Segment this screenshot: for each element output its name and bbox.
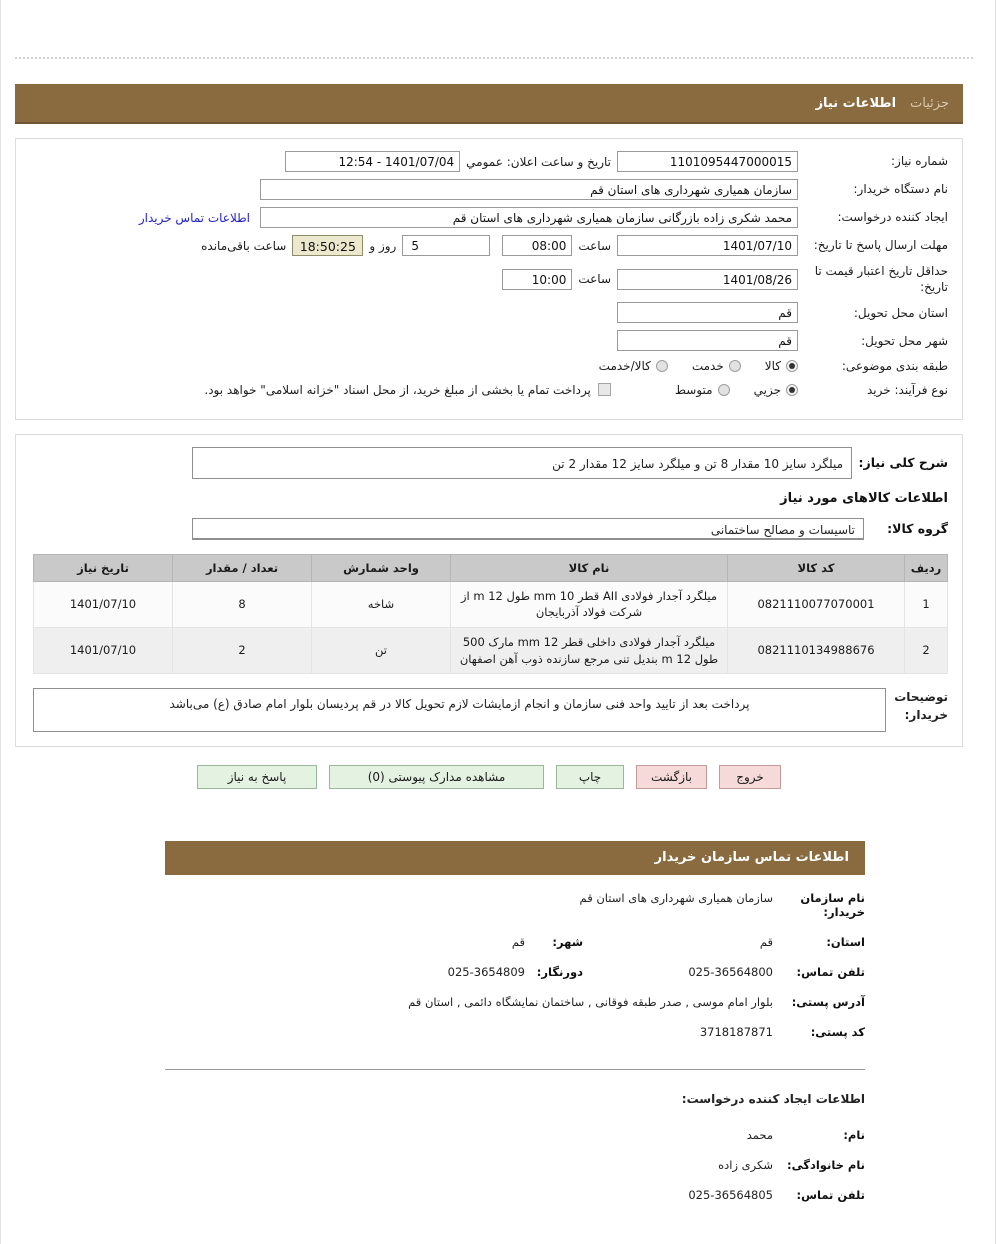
- category-option-goods-service[interactable]: [599, 359, 668, 373]
- category-row: [30, 358, 948, 374]
- deadline-time-field: 08:00: [502, 235, 572, 256]
- province-label: استان محل تحویل:: [853, 305, 948, 320]
- buyer-postal-label: کد پستی:: [810, 1025, 865, 1040]
- cell-need-date: 1401/07/10: [34, 628, 173, 674]
- deadline-label: مهلت ارسال پاسخ تا تاریخ:: [813, 238, 948, 253]
- cell-item-name: میلگرد آجدار فولادی داخلی قطر 12 mm مارک 500 طول 12 m بندیل تنی مرجع سازنده ذوب آهن اصفهان: [451, 628, 728, 674]
- cell-item-name: میلگرد آجدار فولادی AII قطر 10 mm طول 12 m از شرکت فولاد آذربایجان: [451, 581, 728, 627]
- creator-first-name-row: [131, 1128, 865, 1142]
- group-row: [30, 518, 948, 540]
- creator-label: ایجاد کننده درخواست:: [837, 210, 948, 225]
- deadline-date-field: 1401/07/10: [617, 235, 798, 256]
- need-number-row: [30, 151, 948, 172]
- category-option-service[interactable]: [692, 359, 741, 373]
- cell-item-code: 0821110134988676: [728, 628, 905, 674]
- validity-label: حداقل تاریخ اعتبار قیمت تا تاریخ:: [814, 264, 948, 295]
- need-number-label: شماره نیاز:: [891, 154, 948, 169]
- category-goods-label: کالا: [764, 359, 781, 374]
- buyer-org-row: [30, 179, 948, 200]
- creator-last-name-row: [131, 1158, 865, 1172]
- buyer-notes-label: توضیحات خریدار:: [894, 690, 948, 723]
- process-minor-label: جزيي: [753, 382, 781, 397]
- buyer-contact-title: اطلاعات تماس سازمان خریدار: [165, 841, 865, 875]
- buyer-city-value: قم: [511, 935, 525, 950]
- deadline-time-label: ساعت: [578, 238, 611, 253]
- creator-phone-value: 025-36564805: [688, 1188, 773, 1203]
- announce-label: تاریخ و ساعت اعلان: عمومي: [466, 154, 611, 169]
- buyer-org-contact-row: [165, 891, 865, 919]
- category-goods-service-label: کالا/خدمت: [598, 359, 651, 374]
- cell-row-no: 2: [905, 628, 948, 674]
- category-service-label: خدمت: [691, 359, 724, 374]
- province-field: قم: [617, 302, 798, 323]
- radio-minor-icon[interactable]: [786, 384, 798, 396]
- cell-quantity: 8: [173, 581, 312, 627]
- creator-phone-row: [131, 1188, 865, 1202]
- header-row-no: ردیف: [905, 554, 948, 581]
- creator-contact-section: [131, 1092, 865, 1202]
- exit-button[interactable]: خروج: [719, 765, 781, 789]
- buyer-org-contact-value: سازمان همیاری شهرداری های استان قم: [579, 891, 773, 906]
- header-item-code: کد کالا: [728, 554, 905, 581]
- validity-date-field: 1401/08/26: [617, 269, 798, 290]
- validity-time-label: ساعت: [578, 272, 611, 287]
- radio-goods-icon[interactable]: [786, 360, 798, 372]
- top-divider: [15, 57, 973, 60]
- remaining-days-field: 5: [402, 235, 490, 256]
- buyer-contact-body: [165, 875, 865, 1039]
- countdown-label: ساعت باقی‌مانده: [201, 238, 287, 253]
- buyer-address-row: [165, 995, 865, 1009]
- header-quantity: تعداد / مقدار: [173, 554, 312, 581]
- deadline-row: [30, 235, 948, 256]
- cell-item-code: 0821110077070001: [728, 581, 905, 627]
- buyer-fax-value: 025-3654809: [447, 965, 525, 980]
- overview-field: میلگرد سایز 10 مقدار 8 تن و میلگرد سایز 12 مقدار 2 تن: [192, 447, 852, 479]
- buyer-org-field: سازمان همیاری شهرداری های استان قم: [260, 179, 798, 200]
- creator-field: محمد شکری زاده بازرگانی سازمان همیاری شهرداری های استان قم: [260, 207, 798, 228]
- buyer-province-value: قم: [759, 935, 773, 950]
- tab-list: [816, 96, 949, 111]
- cell-unit: شاخه: [312, 581, 451, 627]
- view-attachments-button[interactable]: مشاهده مدارک پیوستی (0): [329, 765, 544, 789]
- validity-time-field: 10:00: [502, 269, 572, 290]
- treasury-checkbox[interactable]: [598, 383, 611, 396]
- buyer-fax-label: دورنگار:: [536, 965, 583, 980]
- buyer-phone-label: تلفن تماس:: [796, 965, 865, 980]
- validity-row: [30, 263, 948, 295]
- goods-detail-panel: [15, 434, 963, 748]
- buyer-phone-row: [165, 965, 865, 979]
- group-label: گروه کالا:: [887, 521, 948, 537]
- cell-unit: تن: [312, 628, 451, 674]
- radio-medium-icon[interactable]: [718, 384, 730, 396]
- creator-first-name-label: نام:: [843, 1128, 865, 1143]
- buyer-address-value: بلوار امام موسی , صدر طبقه فوقانی , ساختمان نمایشگاه دائمی , استان قم: [408, 995, 773, 1010]
- buyer-province-label: استان:: [826, 935, 865, 950]
- buyer-postal-value: 3718187871: [699, 1025, 773, 1040]
- radio-service-icon[interactable]: [729, 360, 741, 372]
- buyer-contact-link[interactable]: اطلاعات تماس خریدار: [138, 210, 250, 225]
- table-row: [34, 628, 948, 674]
- need-number-field: 1101095447000015: [617, 151, 798, 172]
- buyer-org-contact-label: نام سازمان خریدار:: [800, 891, 865, 920]
- buyer-org-label: نام دستگاه خریدار:: [853, 182, 948, 197]
- header-need-date: تاریخ نیاز: [34, 554, 173, 581]
- buyer-phone-value: 025-36564800: [688, 965, 773, 980]
- buyer-province-row: [165, 935, 865, 949]
- buyer-address-label: آدرس پستی:: [791, 995, 865, 1010]
- goods-section-title: اطلاعات کالاهای مورد نیاز: [780, 490, 948, 506]
- cell-quantity: 2: [173, 628, 312, 674]
- remaining-days-label: روز و: [369, 238, 397, 253]
- goods-table: [33, 554, 948, 675]
- category-label: طبقه بندی موضوعی:: [841, 359, 948, 374]
- back-button[interactable]: بازگشت: [636, 765, 707, 789]
- bottom-spacer: [1, 1218, 995, 1244]
- cell-need-date: 1401/07/10: [34, 581, 173, 627]
- buyer-contact-section: [131, 841, 865, 1202]
- header-item-name: نام کالا: [451, 554, 728, 581]
- overview-row: [30, 447, 948, 479]
- countdown-timer: 18:50:25: [292, 235, 363, 256]
- tab-bar: [15, 84, 963, 124]
- treasury-checkbox-label: پرداخت تمام یا بخشی از مبلغ خرید، از محل اسناد "خزانه اسلامی" خواهد بود.: [204, 382, 591, 397]
- creator-row: [30, 207, 948, 228]
- print-button[interactable]: چاپ: [556, 765, 624, 789]
- top-spacer: [1, 0, 995, 57]
- table-row: [34, 581, 948, 627]
- need-info-panel: [15, 138, 963, 420]
- contact-separator: [165, 1069, 865, 1070]
- action-button-bar: [15, 765, 963, 789]
- treasury-checkbox-wrap[interactable]: [204, 383, 611, 397]
- goods-table-head: [34, 554, 948, 581]
- divider-spacer: [1, 60, 995, 84]
- cell-row-no: 1: [905, 581, 948, 627]
- tab-details[interactable]: جزئیات: [910, 95, 949, 111]
- radio-goods-service-icon[interactable]: [656, 360, 668, 372]
- process-medium-label: متوسط: [674, 382, 713, 397]
- buyer-postal-row: [165, 1025, 865, 1039]
- creator-phone-label: تلفن تماس:: [796, 1188, 865, 1203]
- buyer-notes-field: پرداخت بعد از تایید واحد فنی سازمان و انجام ازمایشات لازم تحویل کالا در قم پردیسان بلوار امام صادق (ع) می‌باشد: [33, 688, 886, 732]
- buyer-notes-row: [30, 688, 948, 732]
- header-unit: واحد شمارش: [312, 554, 451, 581]
- process-row: [30, 382, 948, 398]
- goods-table-body: [34, 581, 948, 674]
- creator-contact-title: اطلاعات ایجاد کننده درخواست:: [681, 1092, 865, 1107]
- respond-to-need-button[interactable]: پاسخ به نیاز: [197, 765, 317, 789]
- process-label: نوع فرآیند: خرید: [867, 382, 948, 397]
- city-field: قم: [617, 330, 798, 351]
- group-field: تاسیسات و مصالح ساختمانی: [192, 518, 864, 540]
- buyer-city-label: شهر:: [552, 935, 583, 950]
- process-option-minor[interactable]: [754, 383, 798, 397]
- overview-label: شرح کلی نیاز:: [858, 455, 948, 471]
- creator-last-name-label: نام خانوادگی:: [787, 1158, 865, 1173]
- creator-first-name-value: محمد: [746, 1128, 773, 1143]
- goods-table-header-row: [34, 554, 948, 581]
- announce-datetime-field: 1401/07/04 - 12:54: [285, 151, 460, 172]
- creator-last-name-value: شکری زاده: [718, 1158, 773, 1173]
- process-option-medium[interactable]: [675, 383, 730, 397]
- city-label: شهر محل تحویل:: [861, 333, 948, 348]
- city-row: [30, 330, 948, 351]
- category-option-goods[interactable]: [765, 359, 798, 373]
- province-row: [30, 302, 948, 323]
- tab-need-info[interactable]: اطلاعات نیاز: [815, 95, 897, 111]
